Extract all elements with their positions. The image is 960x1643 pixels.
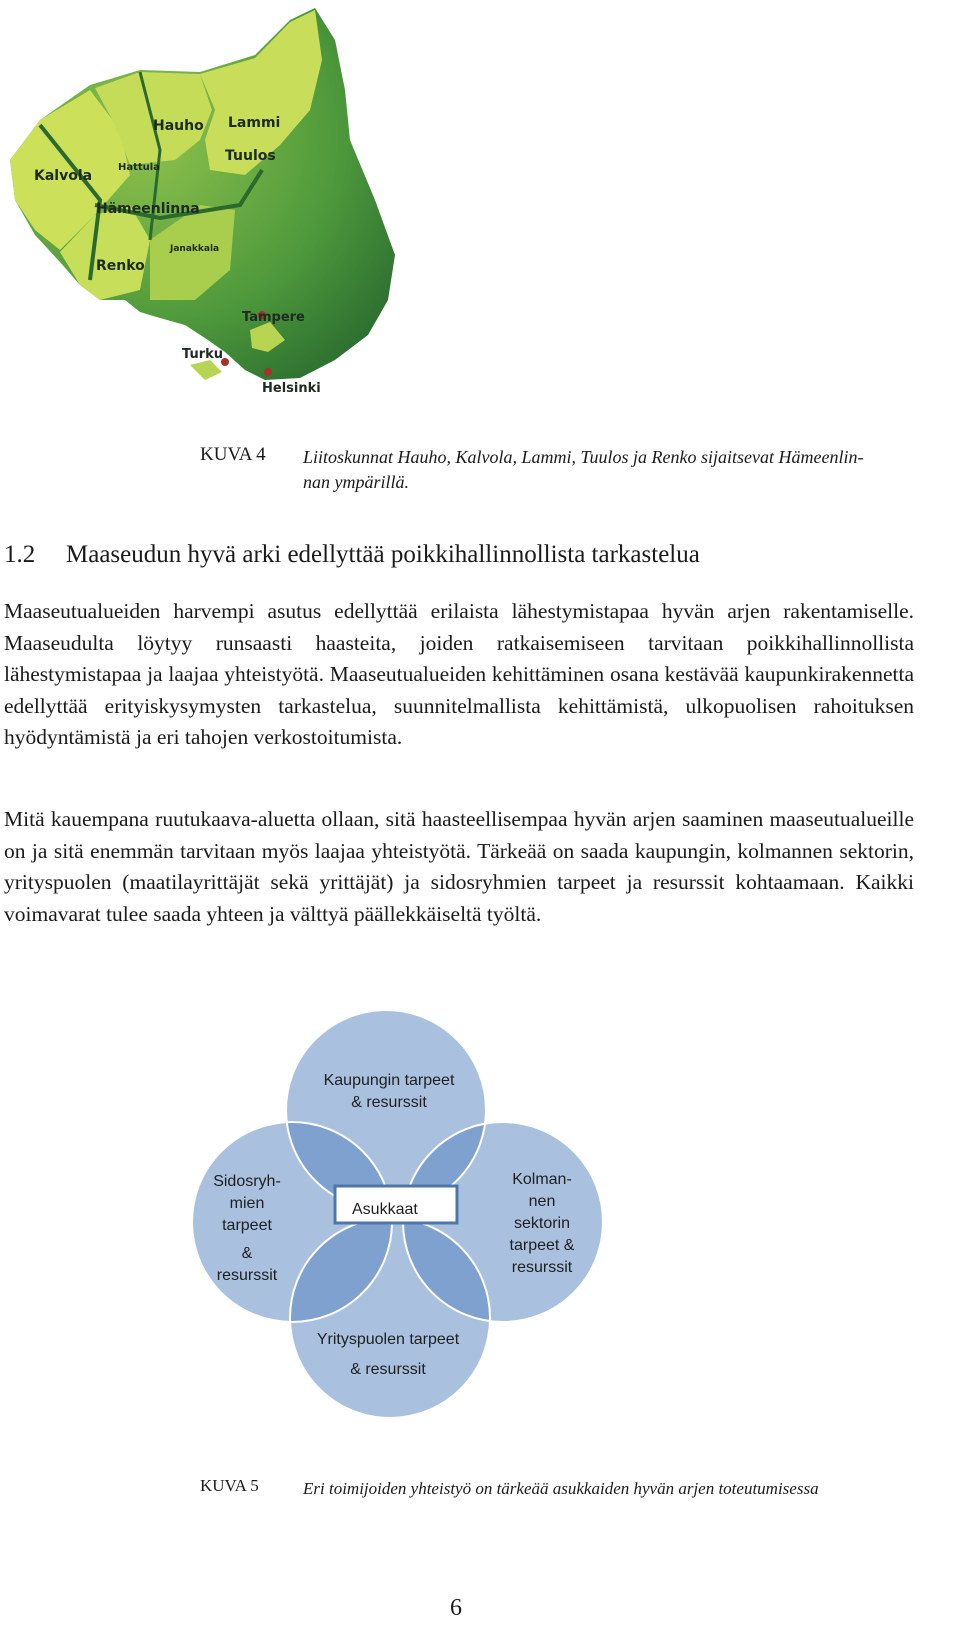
venn-right-line-3: sektorin bbox=[513, 1215, 571, 1232]
figure5-caption: Eri toimijoiden yhteistyö on tärkeää asukkaiden hyvän arjen toteutumisessa bbox=[303, 1479, 819, 1498]
stakeholder-venn-diagram bbox=[150, 1010, 650, 1460]
map-label-hameenlinna: Hämeenlinna bbox=[96, 201, 200, 217]
map-label-lammi: Lammi bbox=[228, 115, 281, 131]
venn-left-line-2: mien bbox=[229, 1195, 265, 1212]
venn-left-line-4: & bbox=[241, 1245, 253, 1262]
map-label-tuulos: Tuulos bbox=[225, 148, 276, 164]
venn-right-line-4: tarpeet & bbox=[509, 1237, 575, 1254]
page-number: 6 bbox=[450, 1595, 462, 1621]
section-number: 1.2 bbox=[4, 541, 36, 568]
map-label-janakkala: Janakkala bbox=[170, 244, 220, 254]
region-map bbox=[0, 0, 420, 430]
map-label-tampere: Tampere bbox=[242, 310, 305, 325]
section-title: Maaseudun hyvä arki edellyttää poikkihallinnollista tarkastelua bbox=[66, 541, 700, 568]
map-label-hattula: Hattula bbox=[118, 162, 160, 173]
figure4-caption-line1: Liitoskunnat Hauho, Kalvola, Lammi, Tuulos ja Renko sijaitsevat Hämeenlin- bbox=[303, 447, 864, 467]
city-dot-helsinki bbox=[264, 368, 272, 376]
map-label-helsinki: Helsinki bbox=[262, 381, 321, 396]
venn-left-line-5: resurssit bbox=[216, 1267, 278, 1284]
venn-right-line-2: nen bbox=[528, 1193, 556, 1210]
venn-bottom-line-2: & resurssit bbox=[350, 1361, 426, 1378]
map-label-hauho: Hauho bbox=[153, 118, 204, 134]
venn-top-line-1: Kaupungin tarpeet bbox=[323, 1072, 455, 1089]
venn-bottom-line-1: Yrityspuolen tarpeet bbox=[316, 1331, 460, 1348]
figure4-caption-line2: nan ympärillä. bbox=[303, 472, 409, 492]
body-paragraph-1: Maaseutualueiden harvempi asutus edellyttää erilaista lähestymistapaa hyvän arjen rakentamiselle. Maaseudulta löytyy runsaasti haasteita, joiden ratkaisemiseen tarvitaan poikkihallinnollista lähestymistapaa ja laajaa yhteistyötä. Maaseutualueiden kehittäminen osana kestävää kaupunkirakennetta edellyttää erityiskysymysten tarkastelua, suunnitelmallista kehittämistä, ulkopuolisen rahoituksen hyödyntämistä ja eri tahojen verkostoitumista. bbox=[4, 599, 914, 749]
map-label-turku: Turku bbox=[182, 347, 224, 362]
body-paragraph-2: Mitä kauempana ruutukaava-aluetta ollaan, sitä haasteellisempaa hyvän arjen saaminen maaseutualueille on ja sitä enemmän tarvitaan myös laajaa yhteistyötä. Tärkeää on saada kaupungin, kolmannen sektorin, yrityspuolen (maatilayrittäjät sekä yrittäjät) ja sidosryhmien tarpeet ja resurssit kohtaamaan. Kaikki voimavarat tulee saada yhteen ja välttyä päällekkäiseltä työltä. bbox=[4, 807, 914, 926]
venn-top-line-2: & resurssit bbox=[351, 1094, 427, 1111]
map-label-kalvola: Kalvola bbox=[34, 168, 93, 184]
venn-right-line-5: resurssit bbox=[511, 1259, 573, 1276]
figure4-caption bbox=[303, 445, 953, 495]
venn-center-label: Asukkaat bbox=[352, 1201, 418, 1218]
venn-left-line-3: tarpeet bbox=[222, 1217, 272, 1234]
venn-left-line-1: Sidosryh- bbox=[213, 1173, 281, 1190]
map-label-renko: Renko bbox=[96, 258, 145, 274]
figure4-label: KUVA 4 bbox=[200, 444, 266, 465]
figure5-label: KUVA 5 bbox=[200, 1476, 259, 1495]
venn-right-line-1: Kolman- bbox=[512, 1171, 572, 1188]
